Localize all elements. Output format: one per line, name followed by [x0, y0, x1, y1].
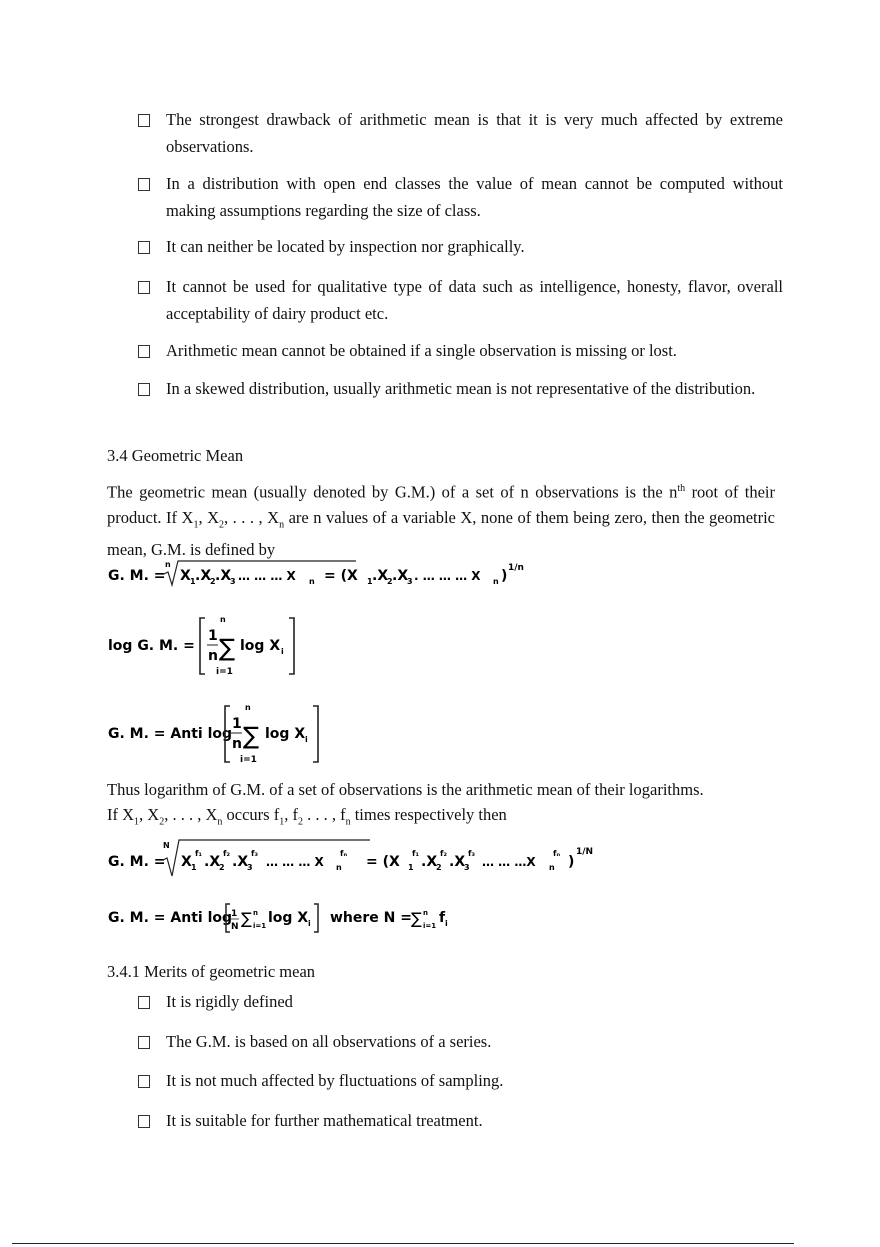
- if-d: occurs f: [222, 805, 280, 824]
- formula-antilog: [108, 700, 338, 768]
- gm-definition: [107, 476, 775, 562]
- svg-text:2: 2: [436, 863, 442, 872]
- if-b: , X: [139, 805, 160, 824]
- svg-text:i: i: [281, 647, 284, 656]
- formula-weighted-antilog: [108, 898, 488, 938]
- merit-item-3: [138, 1067, 788, 1094]
- svg-text:3: 3: [464, 863, 470, 872]
- def-sub: 2: [219, 518, 225, 530]
- formula-weighted-antilog-graphic: [108, 898, 488, 938]
- svg-text:1/N: 1/N: [576, 847, 594, 857]
- svg-text:i: i: [308, 919, 311, 928]
- drawback-text: In a skewed distribution, usually arithmetic mean is not representative of the distribution.: [166, 379, 756, 398]
- svg-text:where N =: where N =: [330, 910, 412, 926]
- drawback-text: It can neither be located by inspection nor graphically.: [166, 237, 525, 256]
- svg-text:2: 2: [387, 577, 393, 586]
- if-g: times respectively then: [350, 805, 507, 824]
- if-a: If X: [107, 805, 135, 824]
- drawback-text: The strongest drawback of arithmetic mean is that it is very much affected by extreme observations.: [166, 110, 783, 156]
- drawback-item-2: [138, 170, 783, 224]
- svg-text:n: n: [232, 736, 242, 752]
- svg-text:fₙ: fₙ: [553, 849, 561, 858]
- merits-heading: 3.4.1 Merits of geometric mean: [107, 962, 316, 981]
- thus-line: Thus logarithm of G.M. of a set of observations is the arithmetic mean of their logarithms.: [107, 780, 704, 799]
- svg-text:∑: ∑: [241, 909, 252, 928]
- svg-text:… … … X: … … … X: [266, 855, 324, 869]
- formula-weighted-gm-graphic: [108, 838, 628, 882]
- drawback-item-1: [138, 106, 783, 160]
- svg-text:log G. M. =: log G. M. =: [108, 638, 195, 654]
- formula-weighted-gm: [108, 838, 628, 882]
- svg-text:G. M. = Anti log: G. M. = Anti log: [108, 910, 233, 926]
- svg-text:1: 1: [190, 577, 196, 586]
- def-sub: n: [279, 518, 285, 530]
- svg-text:n: n: [336, 863, 342, 872]
- svg-text:1/n: 1/n: [508, 563, 524, 573]
- svg-text:∑: ∑: [243, 722, 260, 750]
- svg-text:∑: ∑: [219, 634, 236, 662]
- merit-text: It is suitable for further mathematical treatment.: [166, 1111, 483, 1130]
- if-sub: n: [345, 816, 351, 828]
- svg-text:… … … X: … … … X: [238, 569, 296, 583]
- bullet-box-icon: [138, 1075, 150, 1088]
- svg-text:f: f: [439, 910, 446, 926]
- svg-text:N: N: [231, 922, 239, 932]
- bullet-box-icon: [138, 114, 150, 127]
- bullet-box-icon: [138, 178, 150, 191]
- svg-text:= (X: = (X: [324, 568, 358, 584]
- svg-text:.X: .X: [372, 568, 389, 584]
- def-sub: 1: [193, 518, 199, 530]
- svg-text:1: 1: [208, 628, 218, 644]
- bullet-box-icon: [138, 281, 150, 294]
- merit-text: It is not much affected by fluctuations of sampling.: [166, 1071, 504, 1090]
- svg-text:.X: .X: [449, 854, 466, 870]
- svg-text:1: 1: [408, 863, 414, 872]
- if-sub: 1: [279, 816, 285, 828]
- svg-text:… … …X: … … …X: [482, 855, 536, 869]
- svg-text:log X: log X: [268, 910, 309, 926]
- svg-text:.X: .X: [204, 854, 221, 870]
- bullet-box-icon: [138, 241, 150, 254]
- svg-text:n: n: [208, 648, 218, 664]
- formula-gm-product: [108, 558, 538, 592]
- svg-text:f₂: f₂: [440, 849, 447, 858]
- if-sub: n: [217, 816, 223, 828]
- drawback-item-3: [138, 233, 783, 260]
- if-e: , f: [284, 805, 298, 824]
- def-part3: are n values of a variable X, none of them being zero, then the geometric mean, G.M. is defined by: [107, 507, 775, 559]
- drawback-item-6: [138, 375, 783, 402]
- svg-text:f₁: f₁: [412, 849, 419, 858]
- svg-text:n: n: [309, 577, 315, 586]
- merit-text: It is rigidly defined: [166, 992, 293, 1011]
- bullet-box-icon: [138, 1036, 150, 1049]
- svg-text:i: i: [305, 735, 308, 744]
- section-heading: 3.4 Geometric Mean: [107, 446, 244, 465]
- svg-text:G. M. =: G. M. =: [108, 568, 166, 584]
- bullet-box-icon: [138, 383, 150, 396]
- if-sub: 2: [297, 816, 303, 828]
- merit-item-2: [138, 1028, 788, 1055]
- svg-text:2: 2: [210, 577, 216, 586]
- svg-text:.X: .X: [392, 568, 409, 584]
- bullet-box-icon: [138, 996, 150, 1009]
- drawback-text: In a distribution with open end classes the value of mean cannot be computed without making assumptions regarding the size of class.: [166, 174, 783, 220]
- svg-text:n: n: [253, 909, 258, 917]
- merit-item-1: [138, 988, 788, 1015]
- drawback-text: Arithmetic mean cannot be obtained if a single observation is missing or lost.: [166, 341, 677, 360]
- svg-text:.X: .X: [232, 854, 249, 870]
- svg-text:1: 1: [191, 863, 197, 872]
- bullet-box-icon: [138, 1115, 150, 1128]
- svg-text:n: n: [493, 577, 499, 586]
- svg-text:log X: log X: [240, 638, 281, 654]
- svg-text:G. M. =: G. M. =: [108, 854, 166, 870]
- svg-text:.X: .X: [215, 568, 232, 584]
- svg-text:1: 1: [232, 716, 242, 732]
- svg-text:.X: .X: [195, 568, 212, 584]
- merit-text: The G.M. is based on all observations of a series.: [166, 1032, 492, 1051]
- svg-text:∑: ∑: [411, 909, 422, 928]
- if-sub: 2: [159, 816, 165, 828]
- svg-text:n: n: [165, 560, 171, 569]
- def-part1: The geometric mean (usually denoted by G.M.) of a set of n observations is the n: [107, 482, 678, 502]
- formula-gm-product-graphic: [108, 558, 538, 592]
- svg-text:n: n: [423, 909, 428, 917]
- svg-text:G. M. = Anti log: G. M. = Anti log: [108, 726, 233, 742]
- svg-text:): ): [501, 568, 508, 584]
- svg-text:i: i: [445, 919, 448, 928]
- svg-text:fₙ: fₙ: [340, 849, 348, 858]
- svg-text:= (X: = (X: [366, 854, 400, 870]
- svg-text:n: n: [245, 703, 251, 712]
- svg-text:i=1: i=1: [253, 922, 267, 930]
- svg-text:3: 3: [407, 577, 413, 586]
- formula-antilog-graphic: [108, 700, 338, 768]
- svg-text:log X: log X: [265, 726, 306, 742]
- def-sup: th: [677, 483, 686, 494]
- svg-text:3: 3: [230, 577, 236, 586]
- drawback-text: It cannot be used for qualitative type of data such as intelligence, honesty, flavor, overall acceptability of dairy product etc.: [166, 277, 783, 323]
- svg-text:2: 2: [219, 863, 225, 872]
- bullet-box-icon: [138, 345, 150, 358]
- svg-text:1: 1: [231, 909, 238, 919]
- formula-log-gm-graphic: [108, 612, 318, 680]
- if-f: . . . , f: [302, 805, 346, 824]
- def-comma: , X: [198, 507, 220, 527]
- def-comma: , . . . , X: [224, 507, 280, 527]
- merit-item-4: [138, 1107, 788, 1134]
- svg-text:X: X: [180, 568, 191, 584]
- svg-text:i=1: i=1: [423, 922, 437, 930]
- footer-rule: [12, 1243, 794, 1244]
- drawback-item-4: [138, 273, 783, 327]
- svg-text:f₃: f₃: [251, 849, 258, 858]
- svg-text:f₃: f₃: [468, 849, 475, 858]
- def-part2: root of their product. If X: [107, 482, 775, 527]
- svg-text:3: 3: [247, 863, 253, 872]
- svg-text:n: n: [220, 615, 226, 624]
- svg-text:i=1: i=1: [216, 667, 233, 677]
- if-c: , . . . , X: [164, 805, 218, 824]
- svg-text:f₂: f₂: [223, 849, 230, 858]
- svg-text:f₁: f₁: [195, 849, 202, 858]
- svg-text:X: X: [181, 854, 192, 870]
- svg-text:i=1: i=1: [240, 755, 257, 765]
- svg-text:N: N: [163, 841, 170, 850]
- svg-text:): ): [568, 854, 575, 870]
- svg-text:1: 1: [367, 577, 373, 586]
- if-sub: 1: [134, 816, 140, 828]
- if-line: [107, 801, 507, 835]
- svg-text:. … … … X: . … … … X: [414, 569, 481, 583]
- svg-text:n: n: [549, 863, 555, 872]
- formula-log-gm: [108, 612, 318, 680]
- svg-text:.X: .X: [421, 854, 438, 870]
- drawback-item-5: [138, 337, 783, 364]
